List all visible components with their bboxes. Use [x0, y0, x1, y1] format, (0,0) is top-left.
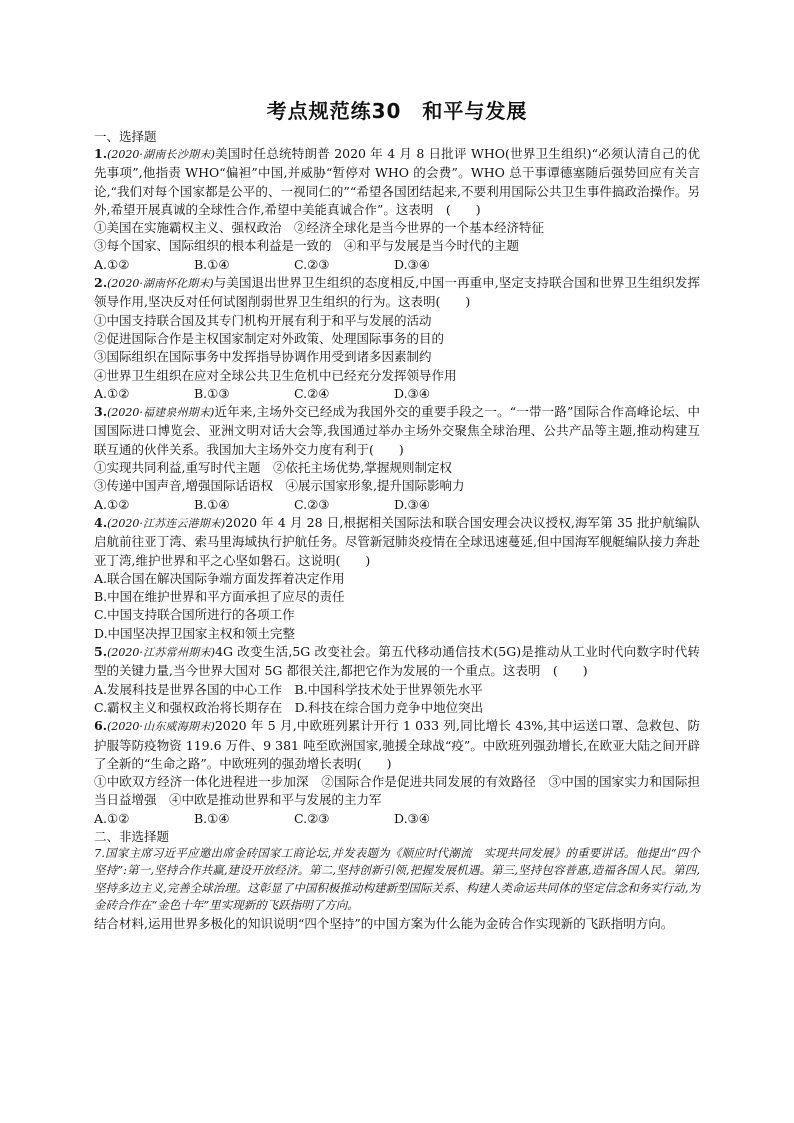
question-source: (2020·江苏连云港期末)	[107, 516, 226, 530]
document-page	[94, 96, 700, 933]
question-1	[94, 145, 700, 274]
question-2	[94, 274, 700, 403]
question-prompt: 结合材料,运用世界多极化的知识说明“四个坚持”的中国方案为什么能为金砖合作实现新的飞跃指明方向。	[94, 915, 674, 931]
statement-line: ②促进国际合作是主权国家制定对外政策、处理国际事务的目的	[94, 330, 445, 346]
option-a: A.①②	[94, 385, 130, 401]
page-title: 考点规范练30 和平与发展	[266, 99, 528, 123]
question-7	[94, 845, 700, 933]
statement-line: ④世界卫生组织在应对全球公共卫生危机中已经充分发挥领导作用	[94, 367, 457, 383]
option-b: B.①④	[194, 496, 230, 512]
answer-options	[94, 385, 700, 403]
statement-line: ①美国在实施霸权主义、强权政治 ②经济全球化是当今世界的一个基本经济特征	[94, 220, 545, 236]
section-heading-nonchoice: 二、非选择题	[94, 828, 170, 844]
option-c: C.②③	[294, 496, 330, 512]
section-heading-choice: 一、选择题	[94, 129, 157, 144]
option-d: D.中国坚决捍卫国家主权和领土完整	[94, 625, 296, 641]
statement-line: ③传递中国声音,增强国际话语权 ④展示国家形象,提升国际影响力	[94, 478, 465, 494]
answer-options	[94, 256, 700, 274]
option-d: D.③④	[394, 810, 430, 826]
question-stem: 美国时任总统特朗普 2020 年 4 月 8 日批评 WHO(世界卫生组织)“必须认清自己的优先事项”,他指责 WHO“偏袒”中国,并威胁“暂停对 WHO 的会费”。WHO 总干事谭德塞随后强势回应有关言论,“我们对每个国家都是公平的、一视同仁的”“希望各国团结起来,不要利用国际公共卫生事件搞政治操作。另外,希望开展真诚的全球性合作,希望中美能真诚合作”。这表明 ( )	[94, 146, 700, 217]
question-stem: 2020 年 4 月 28 日,根据相关国际法和联合国安理会决议授权,海军第 35 批护航编队启航前往亚丁湾、索马里海域执行护航任务。尽管新冠肺炎疫情在全球迅速蔓延,但中国海军舰艇编队接力奔赴亚丁湾,维护世界和平之心坚如磐石。这说明( )	[94, 514, 701, 568]
question-stem: 近年来,主场外交已经成为我国外交的重要手段之一。“一带一路”国际合作高峰论坛、中国国际进口博览会、亚洲文明对话大会等,我国通过举办主场外交聚焦全球治理、公共产品等主题,推动构建互联互通的伙伴关系。我国加大主场外交力度有利于( )	[94, 404, 700, 457]
option-d: D.③④	[394, 496, 430, 512]
question-source: (2020·福建泉州期末)	[107, 406, 215, 420]
question-number: 1.	[94, 146, 108, 161]
options-line-cd: C.霸权主义和强权政治将长期存在 D.科技在综合国力竞争中地位突出	[94, 699, 484, 715]
question-number: 4.	[94, 514, 108, 530]
option-a: A.联合国在解决国际争端方面发挥着决定作用	[94, 570, 345, 586]
statement-line: ③每个国家、国际组织的根本利益是一致的 ④和平与发展是当今时代的主题	[94, 238, 520, 254]
option-a: A.①②	[94, 496, 130, 512]
option-d: D.③④	[394, 385, 430, 401]
question-source: (2020·江苏常州期末)	[107, 646, 216, 660]
question-stem: 4G 改变生活,5G 改变社会。第五代移动通信技术(5G)是推动从工业时代向数字时代转型的关键力量,当今世界大国对 5G 都很关注,都把它作为发展的一个重点。这表明 ( )	[94, 644, 700, 679]
question-material: 国家主席习近平应邀出席金砖国家工商论坛,并发表题为《顺应时代潮流 实现共同发展》的重要讲话。他提出“四个坚持”:第一,坚持合作共赢,建设开放经济。第二,坚持创新引领,把握发展机遇。第三,坚持包容普惠,造福各国人民。第四,坚持多边主义,完善全球治理。这彰显了中国积极推动构建新型国际关系、构建人类命运共同体的坚定信念和务实行动,为金砖合作在“金色十年”里实现新的飞跃指明了方向。	[94, 845, 700, 913]
question-source: (2020·山东威海期末)	[107, 720, 215, 734]
question-6	[94, 717, 700, 828]
question-number: 6.	[94, 718, 108, 734]
option-b: B.①④	[194, 256, 230, 272]
question-stem: 与美国退出世界卫生组织的态度相反,中国一再重申,坚定支持联合国和世界卫生组织发挥领导作用,坚决反对任何试图削弱世界卫生组织的行为。这表明( )	[94, 275, 700, 310]
option-c: C.②④	[294, 385, 330, 401]
question-3	[94, 403, 700, 514]
question-number: 7.	[94, 845, 105, 860]
option-a: A.①②	[94, 810, 130, 826]
question-number: 2.	[94, 275, 108, 291]
option-a: A.①②	[94, 256, 130, 272]
answer-options	[94, 810, 700, 828]
option-d: D.③④	[394, 256, 430, 272]
question-number: 5.	[94, 644, 108, 660]
option-b: B.①④	[194, 810, 230, 826]
option-b: B.①③	[194, 385, 230, 401]
question-source: (2020·湖南长沙期末)	[107, 148, 215, 161]
question-source: (2020·湖南怀化期末)	[107, 277, 214, 291]
answer-options	[94, 496, 700, 514]
statement-line: ①中欧双方经济一体化进程进一步加深 ②国际合作是促进共同发展的有效路径 ③中国的国家实力和国际担当日益增强 ④中欧是推动世界和平与发展的主力军	[94, 774, 700, 808]
option-c: C.②③	[294, 256, 330, 272]
question-4	[94, 514, 700, 643]
question-stem: 2020 年 5 月,中欧班列累计开行 1 033 列,同比增长 43%,其中运送口罩、急救包、防护服等防疫物资 119.6 万件、9 381 吨至欧洲国家,驰援全球战“疫”。中欧班列强劲增长,在欧亚大陆之间开辟了全新的“生命之路”。中欧班列的强劲增长表明( )	[94, 718, 700, 771]
statement-line: ①中国支持联合国及其专门机构开展有利于和平与发展的活动	[94, 312, 432, 328]
option-b: B.中国在维护世界和平方面承担了应尽的责任	[94, 589, 345, 605]
statement-line: ①实现共同利益,重写时代主题 ②依托主场优势,掌握规则制定权	[94, 460, 452, 476]
option-c: C.中国支持联合国所进行的各项工作	[94, 607, 295, 623]
question-number: 3.	[94, 404, 108, 420]
question-5	[94, 643, 700, 717]
statement-line: ③国际组织在国际事务中发挥指导协调作用受到诸多因素制约	[94, 349, 432, 365]
option-c: C.②③	[294, 810, 330, 826]
options-line-ab: A.发展科技是世界各国的中心工作 B.中国科学技术处于世界领先水平	[94, 681, 483, 697]
